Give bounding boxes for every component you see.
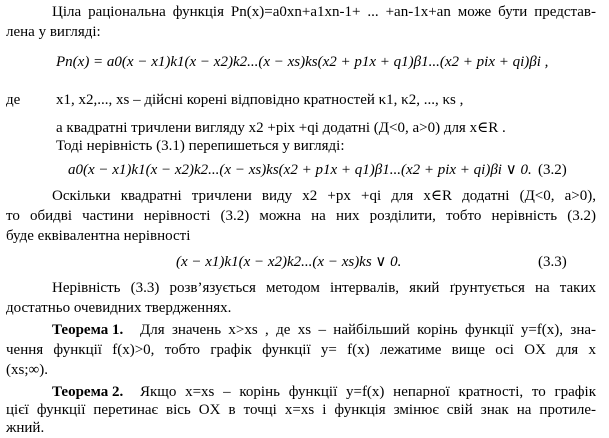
equation-3-2-number: (3.2)	[538, 162, 567, 178]
theorem-1-line-1: Для значень x>xs , де xs – найбільший корінь функції y=f(x), зна-	[140, 322, 596, 338]
equation-3-3: (x − x1)k1(x − x2)k2...(x − xs)ks ∨ 0.	[176, 254, 402, 270]
paragraph-quadratic-line: а квадратні тричлени вигляду x2 +pix +qi додатні (Д<0, a>0) для x∈R .	[56, 120, 506, 136]
paragraph-intro-line-2: лена у вигляді:	[6, 24, 101, 40]
paragraph-then-line: Тоді нерівність (3.1) перепишеться у вигляді:	[56, 138, 345, 154]
equation-3-2: a0(x − x1)k1(x − x2)k2...(x − xs)ks(x2 + p1x + q1)β1...(x2 + pix + qi)βi ∨ 0.	[68, 162, 532, 178]
paragraph-intro-line-1: Ціла раціональна функція Pn(x)=a0xn+a1xn-1+ ... +an-1x+an може бути представ-	[52, 4, 596, 20]
paragraph-interval-line-1: Нерівність (3.3) розв’язується методом інтервалів, який ґрунтується на таких	[52, 280, 596, 296]
paragraph-since-line-3: буде еквівалентна нерівності	[6, 228, 191, 244]
paragraph-interval-line-2: достатньо очевидних твердженнях.	[6, 300, 232, 316]
paragraph-roots-prefix: де	[6, 92, 21, 108]
theorem-2-label: Теорема 2.	[52, 384, 124, 400]
paragraph-roots-text: x1, x2,..., xs – дійсні корені відповідно кратностей κ1, κ2, ..., κs ,	[56, 92, 464, 108]
theorem-1-line-2: чення функції f(x)>0, тобто графік функції y= f(x) лежатиме вище осі OX для x	[6, 342, 596, 358]
theorem-1-label: Теорема 1.	[52, 322, 124, 338]
equation-polynomial: Pn(x) = a0(x − x1)k1(x − x2)k2...(x − xs)ks(x2 + p1x + q1)β1...(x2 + pix + qi)βi ,	[56, 54, 549, 70]
theorem-2-line-3: жний.	[6, 420, 45, 436]
theorem-2-line-2: цієї функції перетинає вісь OX в точці x=xs і функція змінює свій знак на протиле-	[6, 402, 596, 418]
equation-3-3-number: (3.3)	[538, 254, 567, 270]
theorem-2-line-1: Якщо x=xs – корінь функції y=f(x) непарної кратності, то графік	[140, 384, 596, 400]
paragraph-since-line-2: то обидві частини нерівності (3.2) можна на них розділити, тобто нерівність (3.2)	[6, 208, 596, 224]
paragraph-since-line-1: Оскільки квадратні тричлени виду x2 +px +qi для x∈R додатні (Д<0, a>0),	[52, 188, 596, 204]
theorem-1-line-3: (xs;∞).	[6, 362, 48, 378]
